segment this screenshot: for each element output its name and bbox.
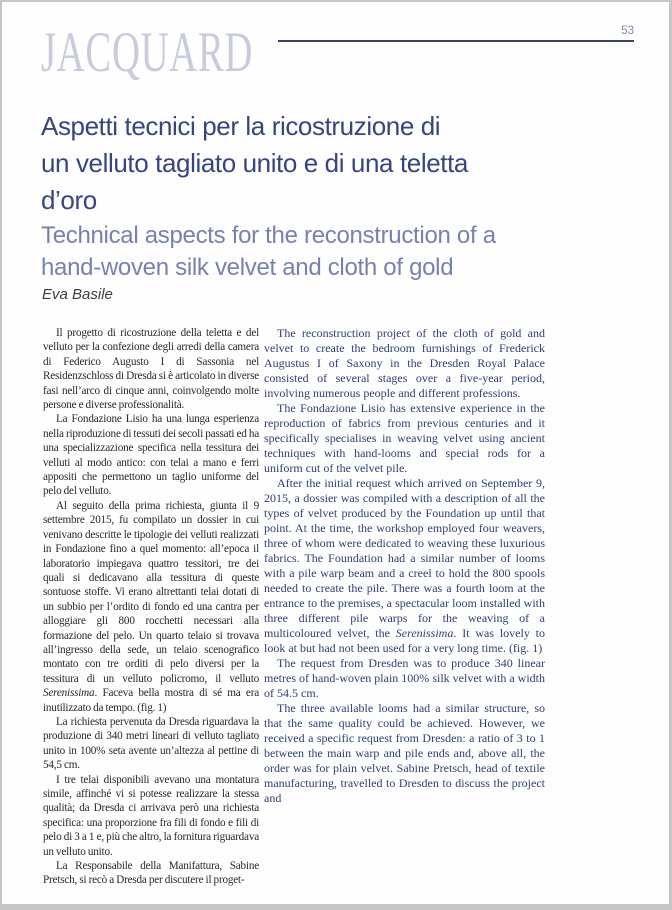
body-column-italian bbox=[43, 326, 259, 888]
subtitle-line: hand-woven silk velvet and cloth of gold bbox=[41, 254, 454, 281]
paragraph-italian: Il progetto di ricostruzione della teletta e del velluto per la confezione degli arredi della camera di Federico Augusto I di Sassonia nel Residenzschloss di Dresda si è articolato in diverse fasi nell’arco di cinque anni, coinvolgendo molte persone e diverse professionalità. bbox=[43, 327, 259, 412]
paragraph-italian: La richiesta pervenuta da Dresda riguardava la produzione di 340 metri lineari di velluto tagliato unito in 100% seta avente un’altezza al pettine di 54,5 cm. bbox=[43, 715, 259, 772]
page-sheet bbox=[2, 2, 669, 904]
article-title-italian bbox=[41, 108, 601, 219]
title-line: d’oro bbox=[41, 185, 97, 215]
paragraph-english: After the initial request which arrived on September 9, 2015, a dossier was compiled with a description of all the types of velvet produced by the Foundation up until that point. At the time, the workshop employed four weavers, three of whom were dedicated to weaving these luxurious fabrics. The Foundation had a similar number of looms with a pile warp beam and a creel to hold the 800 spools needed to create the pile. There was a fourth loom at the entrance to the premises, a spectacular loom installed with three different pile warps for the weaving of a multicoloured velvet, the Serenissima. It was lovely to look at but had not been used for a very long time. (fig. 1) bbox=[264, 476, 545, 655]
paragraph-english: The Fondazione Lisio has extensive experience in the reproduction of fabrics from previous centuries and it specifically specialises in weaving velvet using ancient techniques with hand-looms and special rods for a uniform cut of the velvet pile. bbox=[264, 401, 545, 475]
paragraph-english: The reconstruction project of the cloth of gold and velvet to create the bedroom furnishings of Frederick Augustus I of Saxony in the Dresden Royal Palace consisted of several stages over a five-year period, involving numerous people and different professions. bbox=[264, 326, 545, 400]
paragraph-italian: I tre telai disponibili avevano una montatura simile, affinché vi si potesse realizzare la stessa qualità; da Dresda ci arrivava però una richiesta specifica: una proporzione fra fili di fondo e fili di pelo di 3 a 1 e, più che altro, la fornitura riguardava un velluto unito. bbox=[43, 773, 259, 858]
title-line: un velluto tagliato unito e di una teletta bbox=[41, 148, 468, 178]
body-column-english bbox=[264, 326, 545, 806]
paragraph-italian: La Responsabile della Manifattura, Sabine Pretsch, si recò a Dresda per discutere il proget- bbox=[43, 860, 259, 887]
article-title-english bbox=[41, 220, 601, 284]
subtitle-line: Technical aspects for the reconstruction of a bbox=[41, 222, 496, 249]
paragraph-english: The three available looms had a similar structure, so that the same quality could be achieved. However, we received a specific request from Dresden: a ratio of 3 to 1 between the main warp and pile ends and, above all, the order was for plain velvet. Sabine Pretsch, head of textile manufacturing, travelled to Dresden to discuss the project and bbox=[264, 701, 545, 805]
masthead-wordmark: JACQUARD bbox=[41, 21, 254, 84]
page-number: 53 bbox=[621, 25, 634, 37]
paragraph-italian: La Fondazione Lisio ha una lunga esperienza nella riproduzione di tessuti dei secoli passati ed ha una specializzazione specifica nella tessitura dei velluti al modo antico: con telai a mano e ferri appositi che permettono un taglio uniforme del pelo del velluto. bbox=[43, 413, 259, 498]
author-name: Eva Basile bbox=[42, 286, 113, 303]
title-line: Aspetti tecnici per la ricostruzione di bbox=[41, 111, 441, 141]
paragraph-italian: Al seguito della prima richiesta, giunta il 9 settembre 2015, fu compilato un dossier in cui venivano descritte le tipologie dei velluti realizzati in Fondazione fino a quel momento: all’epoca il laboratorio impiegava quattro tessitori, tre dei quali si dedicavano alla tessitura di queste sontuose stoffe. Vi erano altrettanti telai dotati di un subbio per l’ordito di fondo ed una cantra per alloggiare gli 800 rocchetti necessari alla formazione del pelo. Un quarto telaio si trovava all’ingresso della sede, un telaio scenografico montato con tre orditi di pelo diversi per la tessitura di un velluto policromo, il velluto Serenissima. Faceva bella mostra di sé ma era inutilizzato da tempo. (fig. 1) bbox=[43, 499, 259, 714]
paragraph-english: The request from Dresden was to produce 340 linear metres of hand-woven plain 100% silk velvet with a width of 54.5 cm. bbox=[264, 656, 545, 700]
header-rule bbox=[278, 40, 634, 42]
